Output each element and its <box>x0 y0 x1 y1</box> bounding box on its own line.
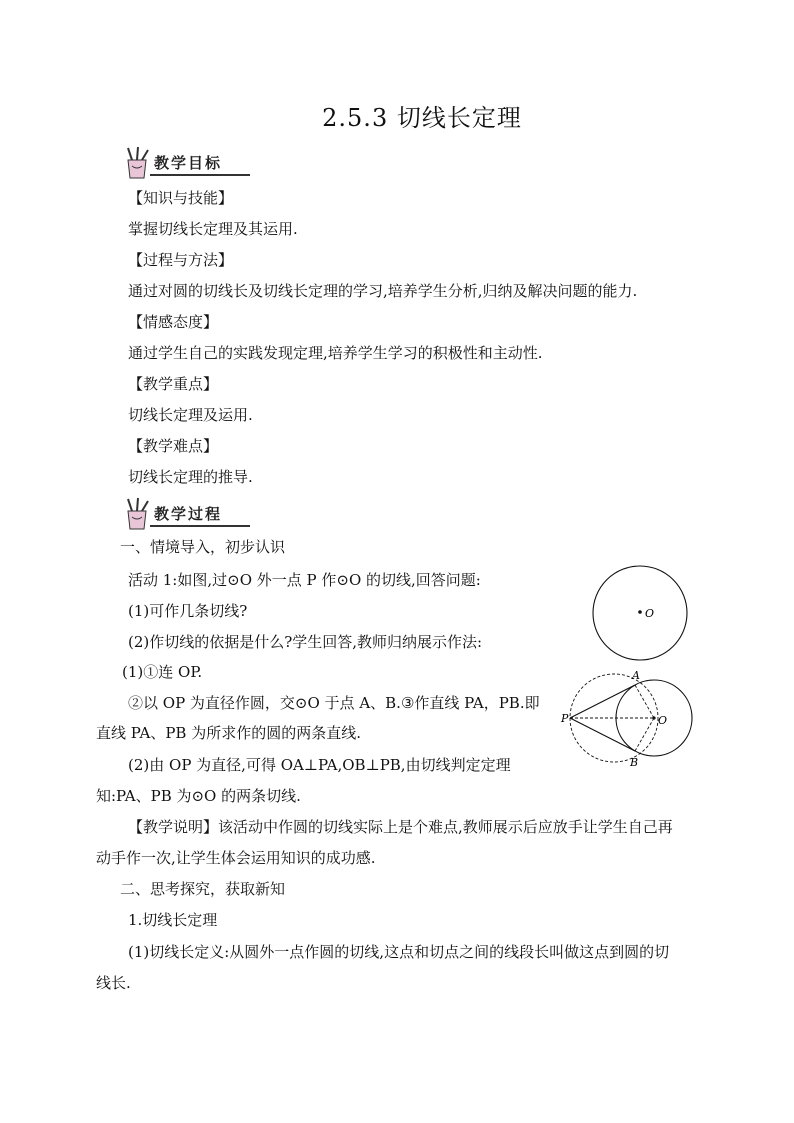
page-title: 2.5.3 切线长定理 <box>322 104 522 132</box>
proof-line1: (2)由 OP 为直径,可得 OA⊥PA,OB⊥PB,由切线判定定理 <box>128 756 511 774</box>
label-a: A <box>632 669 640 682</box>
construction-step-2-line2: 直线 PA、PB 为所求作的圆的两条直线. <box>96 724 361 742</box>
knowledge-heading: 【知识与技能】 <box>128 189 234 207</box>
radius-oa <box>635 685 654 718</box>
part1-title: 一、情境导入，初步认识 <box>120 538 286 556</box>
question-1: (1)可作几条切线? <box>128 602 248 620</box>
pencil-cup-icon <box>120 497 154 531</box>
process-method-text: 通过对圆的切线长及切线长定理的学习,培养学生分析,归纳及解决问题的能力. <box>128 282 638 300</box>
construction-step-1: (1)①连 OP. <box>122 663 203 681</box>
center-point-o <box>652 716 655 719</box>
auxiliary-circle-op <box>570 674 658 762</box>
teaching-note-line1: 【教学说明】该活动中作圆的切线实际上是个难点,教师展示后应放手让学生自己再 <box>128 818 673 836</box>
label-b: B <box>630 756 639 769</box>
label-o: O <box>645 607 655 620</box>
part2-title: 二、思考探究，获取新知 <box>120 880 286 898</box>
goals-banner <box>120 146 250 180</box>
teaching-note-line2: 动手作一次,让学生体会运用知识的成功感. <box>96 849 376 867</box>
process-banner-rule <box>150 525 250 527</box>
process-method-heading: 【过程与方法】 <box>128 251 234 269</box>
key-point-heading: 【教学重点】 <box>128 375 219 393</box>
radius-ob <box>635 718 654 751</box>
figure-circle-o <box>585 560 695 670</box>
goals-banner-label: 教学目标 <box>154 154 223 172</box>
attitude-text: 通过学生自己的实践发现定理,培养学生学习的积极性和主动性. <box>128 344 543 362</box>
knowledge-text: 掌握切线长定理及其运用. <box>128 220 298 238</box>
difficulty-text: 切线长定理的推导. <box>128 468 253 486</box>
attitude-heading: 【情感态度】 <box>128 313 219 331</box>
process-banner-label: 教学过程 <box>154 505 223 523</box>
definition-line1: (1)切线长定义:从圆外一点作圆的切线,这点和切点之间的线段长叫做这点到圆的切 <box>128 943 670 961</box>
definition-line2: 线长. <box>96 974 131 992</box>
activity1-text: 活动 1:如图,过⊙O 外一点 P 作⊙O 的切线,回答问题: <box>128 571 481 589</box>
tangent-pa <box>570 685 635 718</box>
label-o: O <box>658 714 668 727</box>
key-point-text: 切线长定理及运用. <box>128 406 253 424</box>
goals-banner-rule <box>150 174 250 176</box>
question-2: (2)作切线的依据是什么?学生回答,教师归纳展示作法: <box>128 633 483 651</box>
pencil-cup-icon <box>120 146 154 180</box>
difficulty-heading: 【教学难点】 <box>128 437 219 455</box>
construction-step-2-line1: ②以 OP 为直径作圆，交⊙O 于点 A、B.③作直线 PA，PB.即 <box>128 694 540 712</box>
center-point-o <box>638 610 642 614</box>
figure-tangent-construction <box>558 664 703 774</box>
proof-line2: 知:PA、PB 为⊙O 的两条切线. <box>96 787 301 805</box>
label-p: P <box>561 712 569 725</box>
process-banner <box>120 497 250 531</box>
subsection-1-title: 1.切线长定理 <box>128 911 218 929</box>
